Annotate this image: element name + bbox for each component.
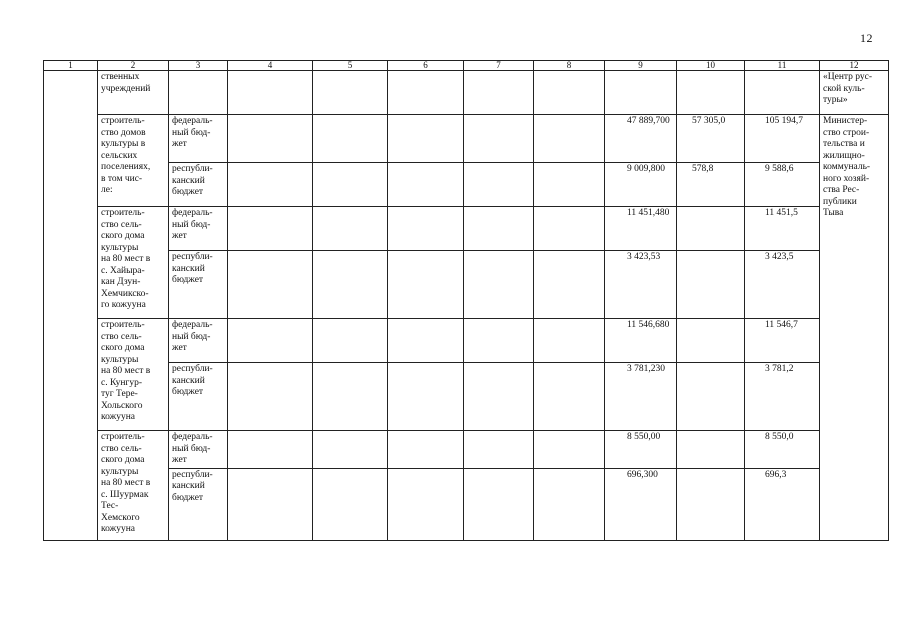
activity-name: строитель- ство сель- ского дома культуры на 80 мест в с. Хайыра- кан Дзун- Хемчикско- го кожууна: [98, 207, 169, 319]
column-number: 2: [98, 61, 169, 71]
empty-cell: [534, 468, 605, 540]
empty-cell: [228, 207, 313, 251]
empty-cell: [534, 163, 605, 207]
empty-cell: [388, 251, 464, 319]
empty-cell: [228, 251, 313, 319]
responsible-executor: Министер- ство строи- тельства и жилищно- коммуналь- ного хозяй- ства Рес- публики Тыва: [820, 115, 889, 541]
empty-cell: [228, 71, 313, 115]
empty-cell: [388, 71, 464, 115]
amount-col11: 3 781,2: [745, 363, 820, 431]
amount-col11: 105 194,7: [745, 115, 820, 163]
empty-cell: [534, 115, 605, 163]
empty-cell: [745, 71, 820, 115]
empty-cell: [313, 431, 388, 469]
amount-col10: 578,8: [677, 163, 745, 207]
column-number: 5: [313, 61, 388, 71]
empty-cell: [313, 207, 388, 251]
activity-name: ственных учреждений: [98, 71, 169, 115]
empty-cell: [464, 251, 534, 319]
empty-cell: [313, 468, 388, 540]
amount-col11: 9 588,6: [745, 163, 820, 207]
empty-cell: [228, 115, 313, 163]
empty-cell: [313, 115, 388, 163]
amount-col9: 3 781,230: [605, 363, 677, 431]
empty-cell: [534, 431, 605, 469]
column-1-cell: [44, 71, 98, 541]
column-number: 3: [169, 61, 228, 71]
amount-col10: [677, 251, 745, 319]
empty-cell: [534, 363, 605, 431]
table-row: [44, 319, 889, 363]
empty-cell: [464, 468, 534, 540]
column-number: 6: [388, 61, 464, 71]
empty-cell: [228, 431, 313, 469]
amount-col9: 11 451,480: [605, 207, 677, 251]
empty-cell: [388, 207, 464, 251]
empty-cell: [464, 319, 534, 363]
funding-source: федераль- ный бюд- жет: [169, 431, 228, 469]
amount-col10: 57 305,0: [677, 115, 745, 163]
empty-cell: [464, 363, 534, 431]
amount-col10: [677, 431, 745, 469]
activity-name: строитель- ство сель- ского дома культуры на 80 мест в с. Шуурмак Тес- Хемского кожууна: [98, 431, 169, 541]
amount-col10: [677, 319, 745, 363]
table-row: [44, 115, 889, 163]
amount-col11: 11 546,7: [745, 319, 820, 363]
column-number: 10: [677, 61, 745, 71]
empty-cell: [228, 163, 313, 207]
activity-name: строитель- ство домов культуры в сельских поселениях, в том чис- ле:: [98, 115, 169, 207]
empty-cell: [464, 207, 534, 251]
empty-cell: [388, 319, 464, 363]
empty-cell: [388, 163, 464, 207]
empty-cell: [534, 319, 605, 363]
column-number: 11: [745, 61, 820, 71]
empty-cell: [388, 431, 464, 469]
empty-cell: [313, 163, 388, 207]
empty-cell: [534, 71, 605, 115]
table-row: [44, 363, 889, 431]
empty-cell: [313, 71, 388, 115]
amount-col10: [677, 207, 745, 251]
amount-col10: [677, 468, 745, 540]
funding-source: федераль- ный бюд- жет: [169, 207, 228, 251]
amount-col9: 3 423,53: [605, 251, 677, 319]
empty-cell: [313, 363, 388, 431]
page-number: 12: [860, 31, 873, 45]
amount-col11: 8 550,0: [745, 431, 820, 469]
empty-cell: [388, 115, 464, 163]
amount-col10: [677, 363, 745, 431]
funding-source: республи- канский бюджет: [169, 468, 228, 540]
amount-col9: 11 546,680: [605, 319, 677, 363]
empty-cell: [534, 207, 605, 251]
empty-cell: [228, 468, 313, 540]
amount-col11: 11 451,5: [745, 207, 820, 251]
amount-col11: 696,3: [745, 468, 820, 540]
table-row: [44, 251, 889, 319]
column-number: 8: [534, 61, 605, 71]
column-number: 12: [820, 61, 889, 71]
empty-cell: [313, 319, 388, 363]
empty-cell: [534, 251, 605, 319]
funding-source: федераль- ный бюд- жет: [169, 115, 228, 163]
empty-cell: [388, 468, 464, 540]
column-number: 4: [228, 61, 313, 71]
column-number: 7: [464, 61, 534, 71]
funding-source: федераль- ный бюд- жет: [169, 319, 228, 363]
funding-source: республи- канский бюджет: [169, 363, 228, 431]
table-row: [44, 207, 889, 251]
column-number: 1: [44, 61, 98, 71]
column-number: 9: [605, 61, 677, 71]
empty-cell: [388, 363, 464, 431]
table-row: [44, 71, 889, 115]
column-number-row: [44, 61, 889, 71]
empty-cell: [677, 71, 745, 115]
empty-cell: [464, 71, 534, 115]
amount-col9: 9 009,800: [605, 163, 677, 207]
table-row: [44, 468, 889, 540]
responsible-executor: «Центр рус- ской куль- туры»: [820, 71, 889, 115]
empty-cell: [464, 115, 534, 163]
funding-source: республи- канский бюджет: [169, 163, 228, 207]
empty-cell: [169, 71, 228, 115]
amount-col9: 47 889,700: [605, 115, 677, 163]
empty-cell: [605, 71, 677, 115]
budget-table: [43, 60, 889, 541]
table-row: [44, 163, 889, 207]
empty-cell: [464, 163, 534, 207]
empty-cell: [464, 431, 534, 469]
amount-col9: 696,300: [605, 468, 677, 540]
empty-cell: [228, 363, 313, 431]
amount-col9: 8 550,00: [605, 431, 677, 469]
empty-cell: [228, 319, 313, 363]
amount-col11: 3 423,5: [745, 251, 820, 319]
empty-cell: [313, 251, 388, 319]
funding-source: республи- канский бюджет: [169, 251, 228, 319]
table-row: [44, 431, 889, 469]
activity-name: строитель- ство сель- ского дома культуры на 80 мест в с. Кунгур- туг Тере- Хольского кожууна: [98, 319, 169, 431]
